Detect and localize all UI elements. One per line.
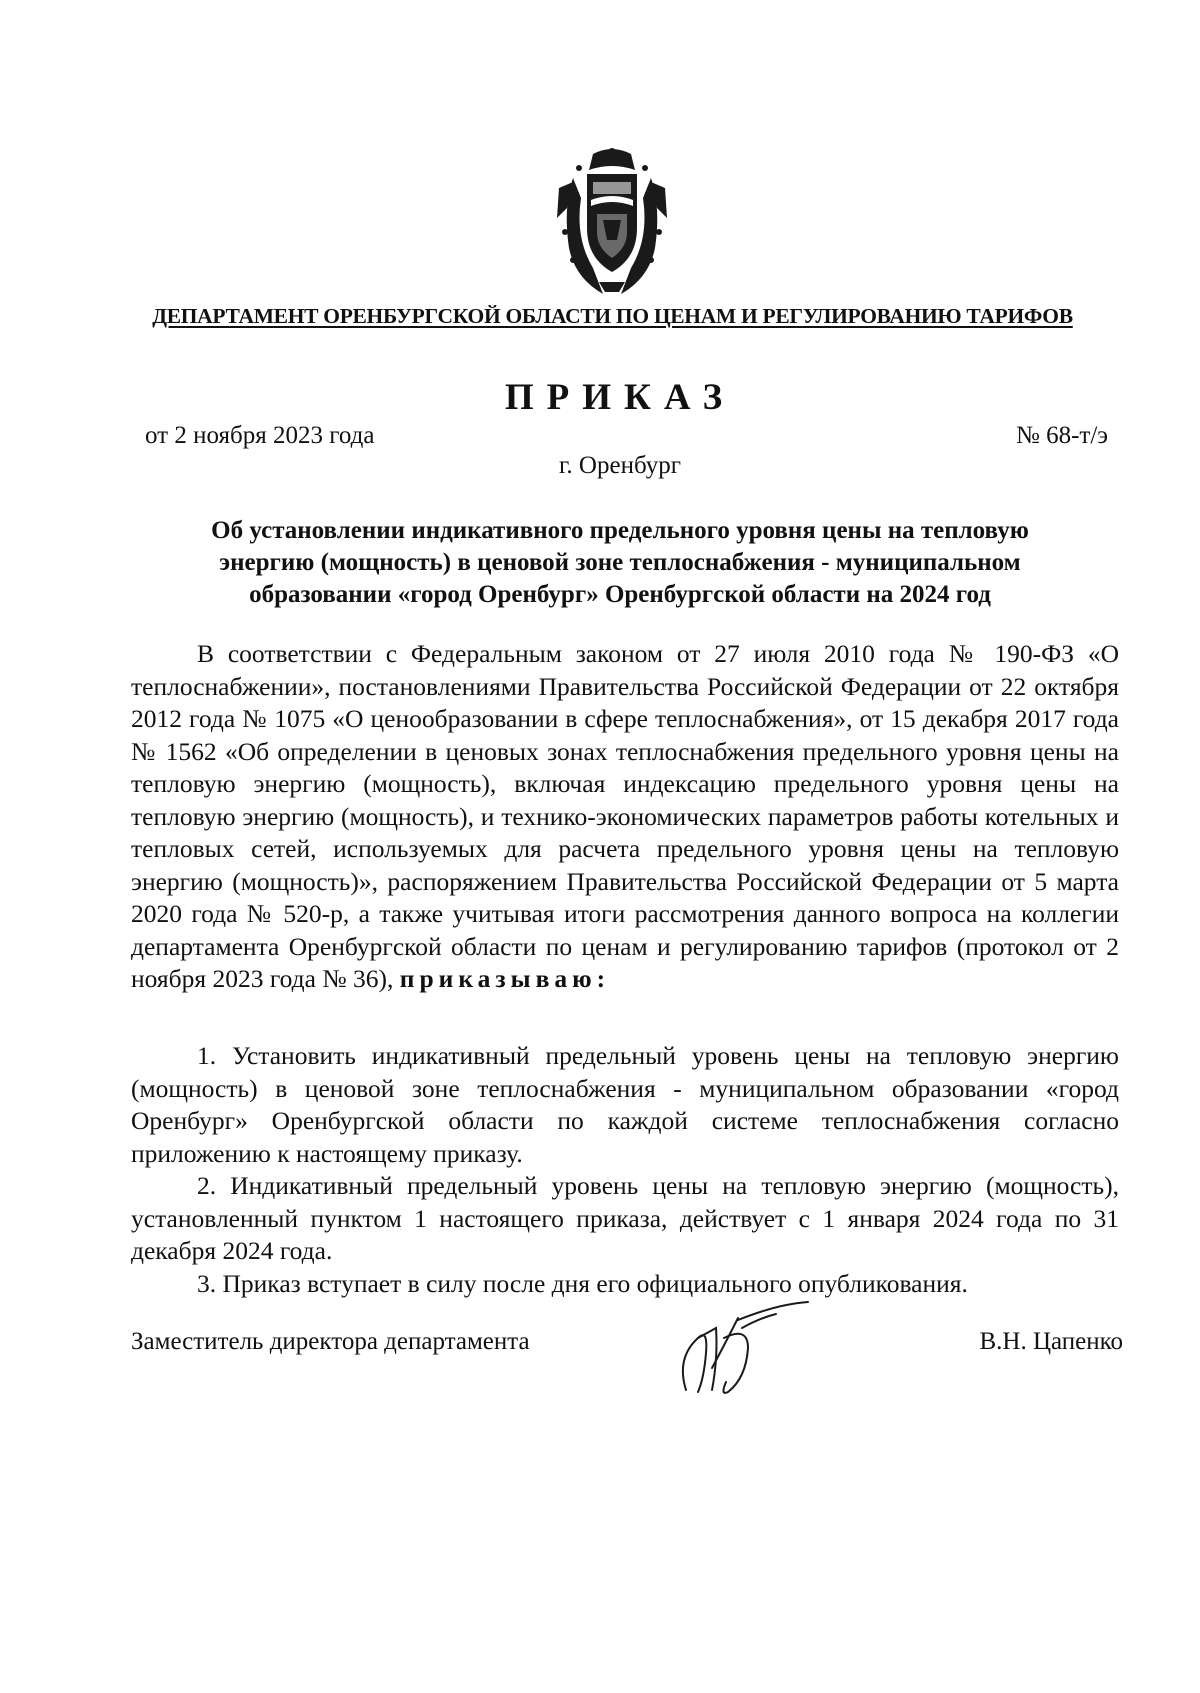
- order-date: от 2 ноября 2023 года: [145, 422, 375, 449]
- preamble-paragraph: [131, 638, 1119, 996]
- coat-of-arms-icon: [553, 148, 671, 298]
- signer-name: В.Н. Цапенко: [979, 1328, 1123, 1355]
- order-subject: [150, 515, 1090, 611]
- order-items: [131, 1040, 1119, 1300]
- department-name: ДЕПАРТАМЕНТ ОРЕНБУРГСКОЙ ОБЛАСТИ ПО ЦЕНАМ И РЕГУЛИРОВАНИЮ ТАРИФОВ: [152, 304, 1073, 328]
- order-item: 1. Установить индикативный предельный уровень цены на тепловую энергию (мощность) в ценовой зоне теплоснабжения - муниципальном образовании «город Оренбург» Оренбургской области по каждой системе теплоснабжения согласно приложению к настоящему приказу.: [131, 1041, 1119, 1168]
- subject-line: энергию (мощность) в ценовой зоне теплоснабжения - муниципальном: [219, 549, 1021, 576]
- document-title: ПРИКАЗ: [504, 377, 736, 418]
- signer-position: Заместитель директора департамента: [131, 1328, 530, 1355]
- order-city: г. Оренбург: [559, 452, 681, 479]
- subject-line: образовании «город Оренбург» Оренбургской области на 2024 год: [249, 581, 991, 608]
- preamble-text: В соответствии с Федеральным законом от 27 июля 2010 года № 190-ФЗ «О теплоснабжении», постановлениями Правительства Российской Федерации от 22 октября 2012 года № 1075 «О ценообразовании в сфере теплоснабжения», от 15 декабря 2017 года № 1562 «Об определении в ценовых зонах теплоснабжения предельного уровня цены на тепловую энергию (мощность), включая индексацию предельного уровня цены на тепловую энергию (мощность), и технико-экономических параметров работы котельных и тепловых сетей, используемых для расчета предельного уровня цены на тепловую энергию (мощность)», распоряжением Правительства Российской Федерации от 5 марта 2020 года № 520-р, а также учитывая итоги рассмотрения данного вопроса на коллегии департамента Оренбургской области по ценам и регулированию тарифов (протокол от 2 ноября 2023 года № 36),: [131, 639, 1119, 993]
- order-item: 3. Приказ вступает в силу после дня его официального опубликования.: [197, 1268, 968, 1298]
- subject-line: Об установлении индикативного предельного уровня цены на тепловую: [211, 517, 1029, 544]
- order-number: № 68-т/э: [1015, 422, 1108, 449]
- order-item: 2. Индикативный предельный уровень цены на тепловую энергию (мощность), установленный пунктом 1 настоящего приказа, действует с 1 января 2024 года по 31 декабря 2024 года.: [131, 1171, 1119, 1265]
- order-word: приказываю:: [399, 964, 611, 993]
- handwritten-signature-icon: [668, 1298, 818, 1398]
